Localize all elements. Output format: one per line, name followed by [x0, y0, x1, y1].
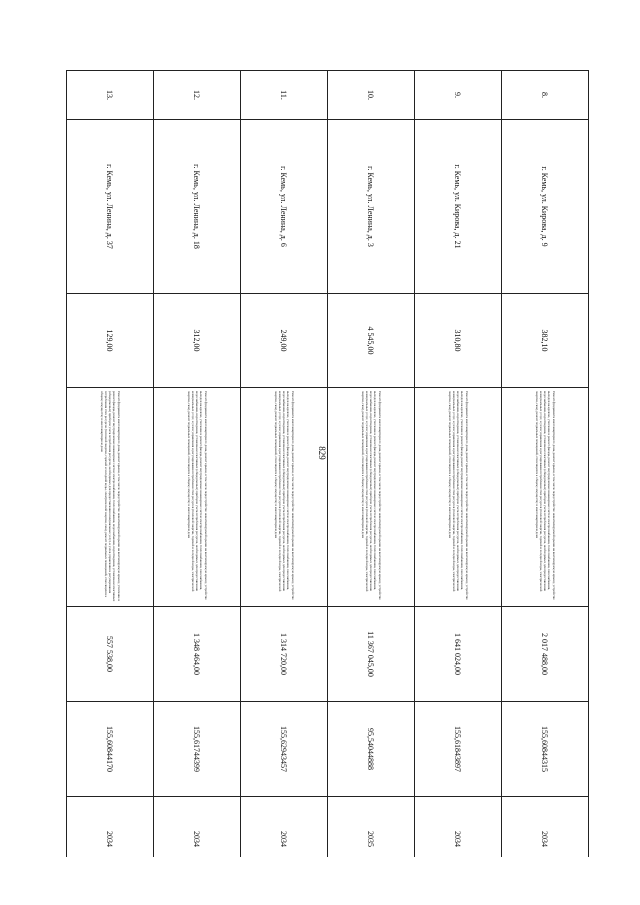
- row-rate: 155,61744399: [154, 702, 241, 797]
- table-container: [66, 70, 589, 857]
- row-works: Ремонт фундамента многоквартирного дома, ремонт крыши, в том числе переустройство невентилируемой крыши на вентилируемую крышу, устройство выходов на кровлю, утепление и ремонт фасада, ремонт внутридомовых инженерных систем электроснабжения, теплоснабжения, газоснабжения, водоснабжения, водоотведения, установка коллективных (общедомовых) приборов учета потребления ресурсов, необходимых для предоставления коммунальных услуг, и узлов управления и регулирования потребления этих ресурсов (тепловой энергии, горячей и холодной воды, электрической энергии, газа), ремонт подвальных помещений, относящихся к общему имуществу в многоквартирном доме: [154, 388, 241, 607]
- row-cost: 11 367 045,00: [328, 607, 415, 702]
- page-number: 829: [316, 446, 327, 460]
- row-cost: 1 314 720,00: [241, 607, 328, 702]
- table-row: [67, 71, 154, 858]
- row-rate: 155,62943457: [241, 702, 328, 797]
- rotated-table: [66, 70, 589, 857]
- row-rate: 95,54044888: [328, 702, 415, 797]
- table-row: [328, 71, 415, 858]
- row-year: 2034: [502, 797, 589, 858]
- row-rate: 155,60844170: [67, 702, 154, 797]
- row-year: 2035: [328, 797, 415, 858]
- row-works: Ремонт фундамента многоквартирного дома, ремонт крыши, в том числе переустройство невентилируемой крыши на вентилируемую крышу, устройство выходов на кровлю, утепление и ремонт фасада, ремонт внутридомовых инженерных систем электроснабжения, теплоснабжения, газоснабжения, водоснабжения, водоотведения, установка коллективных (общедомовых) приборов учета потребления ресурсов, необходимых для предоставления коммунальных услуг, и узлов управления и регулирования потребления этих ресурсов (тепловой энергии, горячей и холодной воды, электрической энергии, газа), ремонт подвальных помещений, относящихся к общему имуществу в многоквартирном доме: [415, 388, 502, 607]
- row-cost: 557 538,00: [67, 607, 154, 702]
- row-number: 12.: [154, 71, 241, 120]
- row-number: 9.: [415, 71, 502, 120]
- row-cost: 2 017 488,00: [502, 607, 589, 702]
- table-row: [154, 71, 241, 858]
- row-works: Ремонт фундамента многоквартирного дома, ремонт крыши, в том числе переустройство невентилируемой крыши на вентилируемую крышу, утепление и ремонт фасада, ремонт внутридомовых инженерных систем электроснабжения, теплоснабжения, водоснабжения, водоотведения, установка коллективных (общедомовых) приборов учета потребления ресурсов, необходимых для предоставления коммунальных услуг, и узлов управления и регулирования потребления этих ресурсов (тепловой энергии, горячей и холодной воды, электрической энергии, газа), ремонт подвальных помещений, относящихся к общему имуществу в многоквартирном доме: [67, 388, 154, 607]
- row-number: 10.: [328, 71, 415, 120]
- row-works: Ремонт фундамента многоквартирного дома, ремонт крыши, в том числе переустройство невентилируемой крыши на вентилируемую крышу, устройство выходов на кровлю, утепление и ремонт фасада, ремонт внутридомовых инженерных систем электроснабжения, теплоснабжения, газоснабжения, водоснабжения, водоотведения, установка коллективных (общедомовых) приборов учета потребления ресурсов, необходимых для предоставления коммунальных услуг, и узлов управления и регулирования потребления этих ресурсов (тепловой энергии, горячей и холодной воды, электрической энергии, газа), ремонт подвальных помещений, относящихся к общему имуществу в многоквартирном доме: [502, 388, 589, 607]
- row-cost: 1 641 024,00: [415, 607, 502, 702]
- row-year: 2034: [154, 797, 241, 858]
- row-area: 249,00: [241, 294, 328, 388]
- row-rate: 155,60844315: [502, 702, 589, 797]
- row-works: Ремонт фундамента многоквартирного дома, ремонт крыши, в том числе переустройство невентилируемой крыши на вентилируемую крышу, устройство выходов на кровлю, утепление и ремонт фасада, ремонт внутридомовых инженерных систем электроснабжения, теплоснабжения, газоснабжения, водоснабжения, водоотведения, установка коллективных (общедомовых) приборов учета потребления ресурсов, необходимых для предоставления коммунальных услуг, и узлов управления и регулирования потребления этих ресурсов (тепловой энергии, горячей и холодной воды, электрической энергии, газа), ремонт подвальных помещений, относящихся к общему имуществу в многоквартирном доме: [241, 388, 328, 607]
- row-address: г. Кемь, ул. Ленина, д. 3: [328, 120, 415, 294]
- row-rate: 155,61843897: [415, 702, 502, 797]
- row-address: г. Кемь, ул. Ленина, д. 6: [241, 120, 328, 294]
- row-year: 2034: [67, 797, 154, 858]
- table-row: [241, 71, 328, 858]
- table-row: [502, 71, 589, 858]
- row-area: 4 545,00: [328, 294, 415, 388]
- row-number: 13.: [67, 71, 154, 120]
- row-address: г. Кемь, ул. Кирова, д. 21: [415, 120, 502, 294]
- row-year: 2034: [415, 797, 502, 858]
- row-area: 382,10: [502, 294, 589, 388]
- row-area: 129,00: [67, 294, 154, 388]
- table-body: [67, 71, 589, 858]
- table-row: [415, 71, 502, 858]
- row-number: 11.: [241, 71, 328, 120]
- row-address: г. Кемь, ул. Кирова, д. 9: [502, 120, 589, 294]
- row-area: 312,00: [154, 294, 241, 388]
- row-works: Ремонт фундамента многоквартирного дома, ремонт крыши, в том числе переустройство невентилируемой крыши на вентилируемую крышу, устройство выходов на кровлю, утепление и ремонт фасада, ремонт внутридомовых инженерных систем электроснабжения, теплоснабжения, газоснабжения, водоснабжения, водоотведения, установка коллективных (общедомовых) приборов учета потребления ресурсов, необходимых для предоставления коммунальных услуг, и узлов управления и регулирования потребления этих ресурсов (тепловой энергии, горячей и холодной воды, электрической энергии, газа), ремонт подвальных помещений, относящихся к общему имуществу в многоквартирном доме: [328, 388, 415, 607]
- repair-program-table: [66, 70, 589, 857]
- row-address: г. Кемь, ул. Ленина, д. 37: [67, 120, 154, 294]
- row-year: 2034: [241, 797, 328, 858]
- row-address: г. Кемь, ул. Ленина, д. 18: [154, 120, 241, 294]
- row-cost: 1 348 464,00: [154, 607, 241, 702]
- row-number: 8.: [502, 71, 589, 120]
- row-area: 310,80: [415, 294, 502, 388]
